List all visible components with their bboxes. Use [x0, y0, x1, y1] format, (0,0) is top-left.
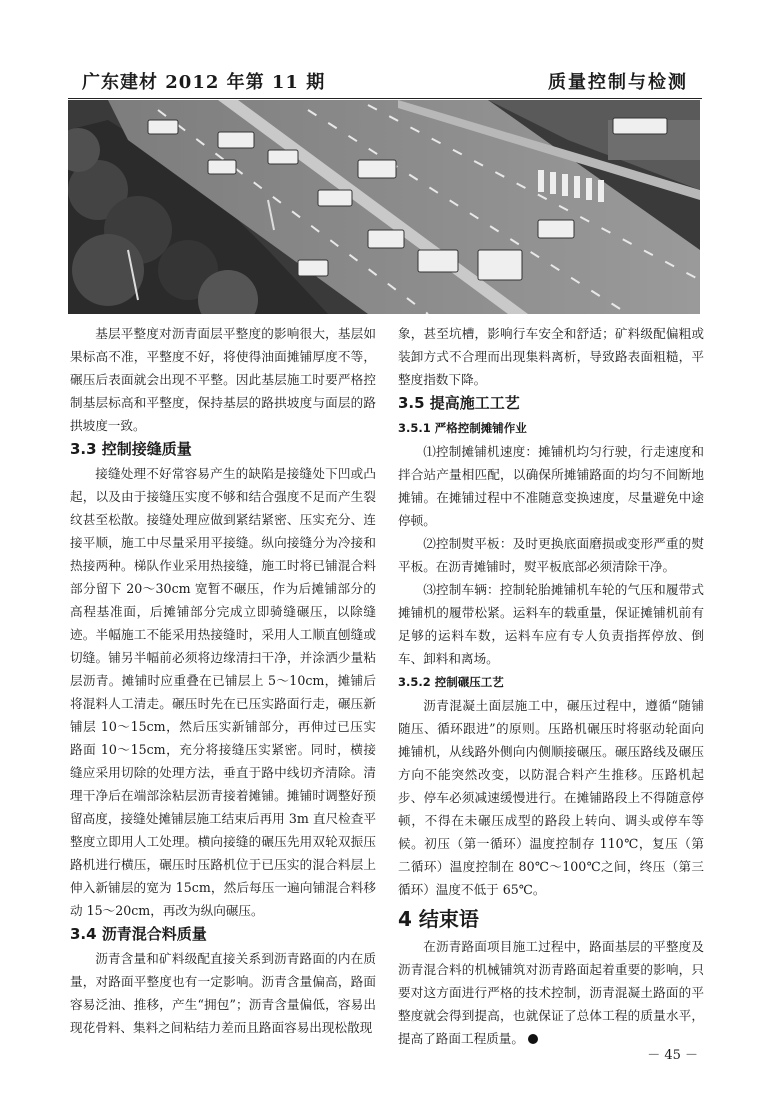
paragraph: 沥青混凝土面层施工中，碾压过程中，遵循“随铺随压、循环跟进”的原则。压路机碾压时将驱动轮面向摊铺机，从线路外侧向内侧顺接碾压。碾压路线及碾压方向不能突然改变，以防混合料产生推移。压路机起步、停车必须减速缓慢进行。在摊铺路段上不得随意停顿，不得在未碾压成型的路段上转向、调头或停车等候。初压（第一循环）温度控制存 110℃，复压（第二循环）温度控制在 80℃～100℃之间，终压（第三循环）温度不低于 65℃。 — [398, 698, 704, 897]
section-title: 质量控制与检测 — [548, 72, 688, 93]
paragraph — [398, 935, 704, 1050]
paragraph: ⑵控制熨平板：及时更换底面磨损或变形严重的熨平板。在沥青摊铺时，熨平板底部必须清除干净。 — [398, 536, 704, 574]
section-heading-4: 4 结束语 — [398, 907, 479, 931]
highway-photo-icon — [68, 100, 700, 314]
journal-title: 广东建材 2012 年第 11 期 — [82, 72, 326, 93]
paragraph: 基层平整度对沥青面层平整度的影响很大，基层如果标高不准，平整度不好，将使得油面摊铺厚度不等，碾压后表面就会出现不平整。因此基层施工时要严格控制基层标高和平整度，保持基层的路拱坡度与面层的路拱坡度一致。 — [70, 326, 376, 433]
section-heading-3-4: 3.4 沥青混合料质量 — [70, 925, 207, 943]
right-column — [398, 322, 704, 1050]
left-column — [70, 322, 376, 1039]
subsection-heading-3-5-2: 3.5.2 控制碾压工艺 — [398, 675, 504, 689]
paragraph: 接缝处理不好常容易产生的缺陷是接缝处下凹或凸起，以及由于接缝压实度不够和结合强度不足而产生裂纹甚至松散。接缝处理应做到紧结紧密、压实充分、连接平顺，施工中尽量采用平接缝。纵向接缝分为冷接和热接两种。梯队作业采用热接缝，施工时将已铺混合料部分留下 20～30cm 宽暂不碾压，作为后摊铺部分的高程基准面，后摊铺部分完成立即骑缝碾压，以除缝迹。半幅施工不能采用热接缝时，采用人工顺直刨缝或切缝。铺另半幅前必须将边缘清扫干净，并涂洒少量粘层沥青。摊铺时应重叠在已铺层上 5～10cm，摊铺后将混料人工清走。碾压时先在已压实路面行走，碾压新铺层 10～15cm，然后压实新铺部分，再伸过已压实路面 10～15cm，充分将接缝压实紧密。同时，横接缝应采用切除的处理方法，垂直于路中线切齐清除。清理干净后在端部涂粘层沥青接着摊铺。摊铺时调整好预留高度，接缝处摊铺层施工结束后再用 3m 直尺检查平整度立即用人工处理。横向接缝的碾压先用双轮双振压路机进行横压，碾压时压路机位于已压实的混合料层上伸入新铺层的宽为 15cm，然后每压一遍向铺混合料移动 15～20cm，再改为纵向碾压。 — [70, 466, 376, 918]
end-mark-icon — [528, 1034, 538, 1044]
running-header — [68, 62, 702, 99]
section-heading-3-5: 3.5 提高施工工艺 — [398, 394, 520, 412]
subsection-heading-3-5-1: 3.5.1 严格控制摊铺作业 — [398, 421, 527, 435]
paragraph: ⑴控制摊铺机速度：摊铺机均匀行驶，行走速度和拌合站产量相匹配，以确保所摊铺路面的均匀不间断地摊铺。在摊铺过程中不准随意变换速度，尽量避免中途停顿。 — [398, 444, 704, 528]
paragraph: ⑶控制车辆：控制轮胎摊铺机车轮的气压和履带式摊铺机的履带松紧。运料车的载重量，保证摊铺机前有足够的运料车数，运料车应有专人负责指挥停放、倒车、卸料和离场。 — [398, 582, 704, 666]
section-heading-3-3: 3.3 控制接缝质量 — [70, 440, 192, 458]
conclusion-text: 在沥青路面项目施工过程中，路面基层的平整度及沥青混合料的机械铺筑对沥青路面起着重要的影响，只要对这方面进行严格的技术控制，沥青混凝土路面的平整度就会得到提高，也就保证了总体工程的质量水平，提高了路面工程质量。 — [398, 939, 704, 1046]
paragraph: 沥青含量和矿料级配直接关系到沥青路面的内在质量，对路面平整度也有一定影响。沥青含量偏高，路面容易泛油、推移，产生“拥包”；沥青含量偏低，容易出现花骨料、集料之间粘结力差而且路面容易出现松散现 — [70, 951, 376, 1035]
page-number: － 45 － — [647, 1048, 698, 1063]
paragraph: 象，甚至坑槽，影响行车安全和舒适；矿料级配偏粗或装卸方式不合理而出现集料离析，导致路表面粗糙，平整度指数下降。 — [398, 326, 704, 387]
